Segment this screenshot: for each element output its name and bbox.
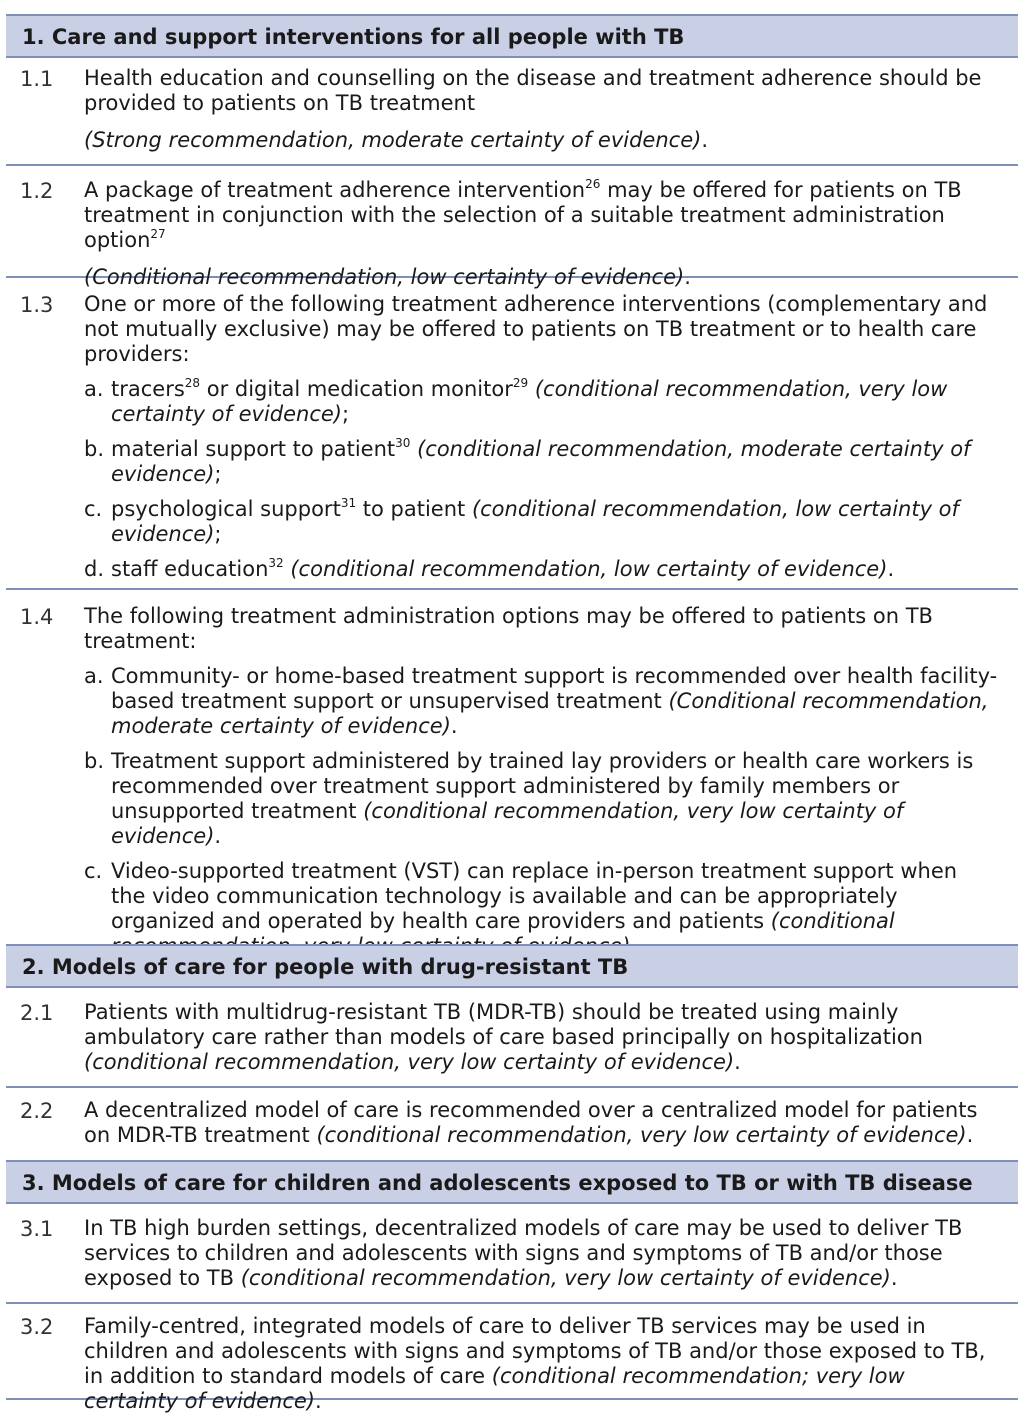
rec-text: A package of treatment adherence intervention$^{26}$ may be offered for patients on TB treatment in conjunction with the selection of a suitable treatment administration option$^{27}$: [84, 177, 962, 252]
rec-text: One or more of the following treatment adherence interventions (complementary and not mutually exclusive) may be offered to patients on TB treatment or to health care providers:: [84, 292, 988, 366]
administration-options-list: [84, 664, 998, 959]
rec-text: In TB high burden settings, decentralized models of care may be used to deliver TB services to children and adolescents with signs and symptoms of TB and/or those exposed to TB (conditional recommendation, very low certainty of evidence).: [84, 1216, 963, 1290]
rec-number: 2.2: [20, 1099, 54, 1123]
rec-text: Health education and counselling on the disease and treatment adherence should be provided to patients on TB treatment: [84, 66, 982, 115]
rec-body: [84, 292, 998, 582]
recommendation-3-1: [6, 1216, 1018, 1304]
footnote-ref: 26: [585, 177, 601, 191]
rec-number: 3.1: [20, 1217, 54, 1241]
rec-number: 1.1: [20, 67, 54, 91]
intervention-list: [84, 377, 998, 582]
rec-number: 1.3: [20, 293, 54, 317]
rec-evidence: (Conditional recommendation, low certainty of evidence).: [84, 265, 691, 289]
recommendation-1-3: [6, 292, 1018, 590]
recommendation-2-1: [6, 1000, 1018, 1088]
recommendation-1-2: [6, 177, 1018, 289]
list-item: c. Video-supported treatment (VST) can replace in-person treatment support when the video communication technology is available and can be appropriately organized and operated by health care providers and patients (conditional: [84, 859, 958, 933]
section-header-1: 1. Care and support interventions for all people with TB: [6, 14, 1018, 58]
rec-number: 3.2: [20, 1315, 54, 1339]
list-item: b. material support to patient$^{30}$ (conditional recommendation, moderate certainty of evidence);: [84, 436, 971, 486]
rec-body: [84, 1314, 998, 1414]
rec-body: [84, 66, 998, 153]
recommendation-2-2: [6, 1098, 1018, 1160]
section-header-3: 3. Models of care for children and adolescents exposed to TB or with TB disease: [6, 1160, 1018, 1204]
rec-body: [84, 1216, 998, 1291]
list-item: c. psychological support$^{31}$ to patient (conditional recommendation, low certainty of evidence);: [84, 496, 959, 546]
rec-text: Patients with multidrug-resistant TB (MDR-TB) should be treated using mainly ambulatory care rather than models of care based principally on hospitalization (conditional recommendation, very low certainty of evidence).: [84, 1000, 923, 1074]
rec-number: 2.1: [20, 1001, 54, 1025]
recommendation-1-1: [6, 66, 1018, 166]
list-item: a. tracers$^{28}$ or digital medication monitor$^{29}$ (conditional recommendation, very low certainty of evidence);: [84, 376, 948, 426]
recommendation-1-4: [6, 604, 1018, 942]
list-item: a. Community- or home-based treatment support is recommended over health facility-based treatment support or unsupervised treatment (Conditional recommendation, moderate certainty of evidence).: [84, 664, 998, 738]
section-header-2: 2. Models of care for people with drug-resistant TB: [6, 944, 1018, 988]
rec-body: [84, 604, 998, 959]
rec-body: [84, 178, 998, 290]
recommendation-3-2: [6, 1314, 1018, 1413]
list-item: b. Treatment support administered by trained lay providers or health care workers is recommended over treatment support administered by family members or unsupported treatment (conditional recommendation, very low certainty of evidence).: [84, 749, 974, 848]
rec-number: 1.4: [20, 605, 54, 629]
rec-text: A decentralized model of care is recommended over a centralized model for patients on MDR-TB treatment (conditional recommendation, very low certainty of evidence).: [84, 1098, 978, 1147]
footnote-ref: 27: [150, 227, 166, 241]
rec-evidence: (Strong recommendation, moderate certainty of evidence).: [84, 128, 708, 152]
rec-body: [84, 1000, 998, 1075]
list-item: d. staff education$^{32}$ (conditional recommendation, low certainty of evidence).: [84, 556, 895, 581]
rec-number: 1.2: [20, 179, 54, 203]
rec-body: [84, 1098, 998, 1148]
rec-text: The following treatment administration options may be offered to patients on TB treatment:: [84, 604, 933, 653]
rec-text: Family-centred, integrated models of care to deliver TB services may be used in children and adolescents with signs and symptoms of TB and/or those exposed to TB, in addition to standard models of care (conditional recommendation; very low certainty of evidence).: [84, 1314, 986, 1413]
